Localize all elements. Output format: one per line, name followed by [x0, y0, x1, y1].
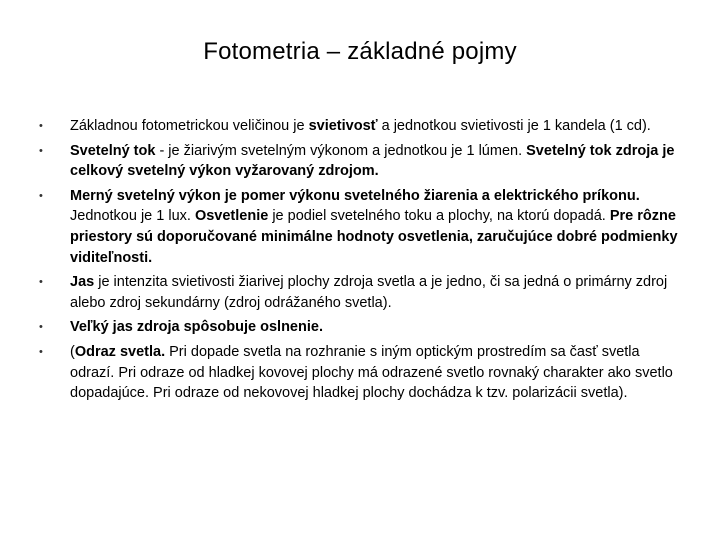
bullet-marker: •: [39, 144, 43, 157]
bullet-list: [39, 116, 682, 408]
bullet-text: a jednotkou svietivosti je 1 kandela (1 cd).: [377, 118, 651, 134]
bullet-text-bold: Jas: [70, 274, 95, 291]
bullet-text-bold: Merný svetelný výkon je pomer výkonu svetelného žiarenia a elektrického príkonu.: [70, 187, 640, 204]
bullet-text-bold: Osvetlenie: [194, 208, 269, 225]
bullet-text: (: [70, 343, 75, 360]
bullet-text-bold: Veľký jas zdroja spôsobuje oslnenie.: [70, 319, 323, 336]
bullet-text-bold: svietivosť: [308, 118, 378, 134]
bullet-item: [39, 116, 682, 137]
bullet-text: Jednotkou je 1 lux.: [70, 208, 195, 225]
bullet-text-bold: Svetelný tok: [70, 142, 156, 159]
bullet-text-bold: Svetelný tok zdroja je celkový svetelný výkon vyžarovaný zdrojom.: [70, 142, 675, 180]
bullet-item: [39, 141, 682, 182]
bullet-text-bold: Pre rôzne priestory sú doporučované minimálne hodnoty osvetlenia, zaručujúce dobré podmienky viditeľnosti.: [70, 208, 678, 266]
bullet-text: - je žiarivým svetelným výkonom a jednotkou je 1 lúmen.: [155, 142, 527, 159]
bullet-marker: •: [39, 276, 43, 289]
bullet-item: [39, 272, 682, 313]
bullet-text: je podiel svetelného toku a plochy, na ktorú dopadá.: [268, 208, 610, 225]
slide-title: Fotometria – základné pojmy: [203, 38, 517, 65]
bullet-text: Pri dopade svetla na rozhranie s iným optickým prostredím sa časť svetla odrazí. Pri odraze od hladkej kovovej plochy má odrazené svetlo rovnaký charakter ako svetlo dopadajúce. Pri odraze od nekovovej hladkej plochy dochádza k tzv. polarizácii svetla).: [70, 343, 673, 402]
bullet-text: Základnou fotometrickou veličinou je: [70, 118, 309, 134]
bullet-text: je intenzita svietivosti žiarivej plochy zdroja svetla a je jedno, či sa jedná o primárny zdroj alebo zdroj sekundárny (zdroj odrážaného svetla).: [70, 274, 668, 311]
bullet-item: [39, 317, 682, 338]
bullet-marker: •: [39, 321, 43, 334]
bullet-marker: •: [39, 345, 43, 358]
bullet-text-bold: Odraz svetla.: [74, 343, 166, 360]
bullet-item: [39, 342, 682, 404]
bullet-marker: •: [39, 120, 43, 132]
bullet-marker: •: [39, 189, 43, 202]
bullet-item: [39, 186, 682, 268]
